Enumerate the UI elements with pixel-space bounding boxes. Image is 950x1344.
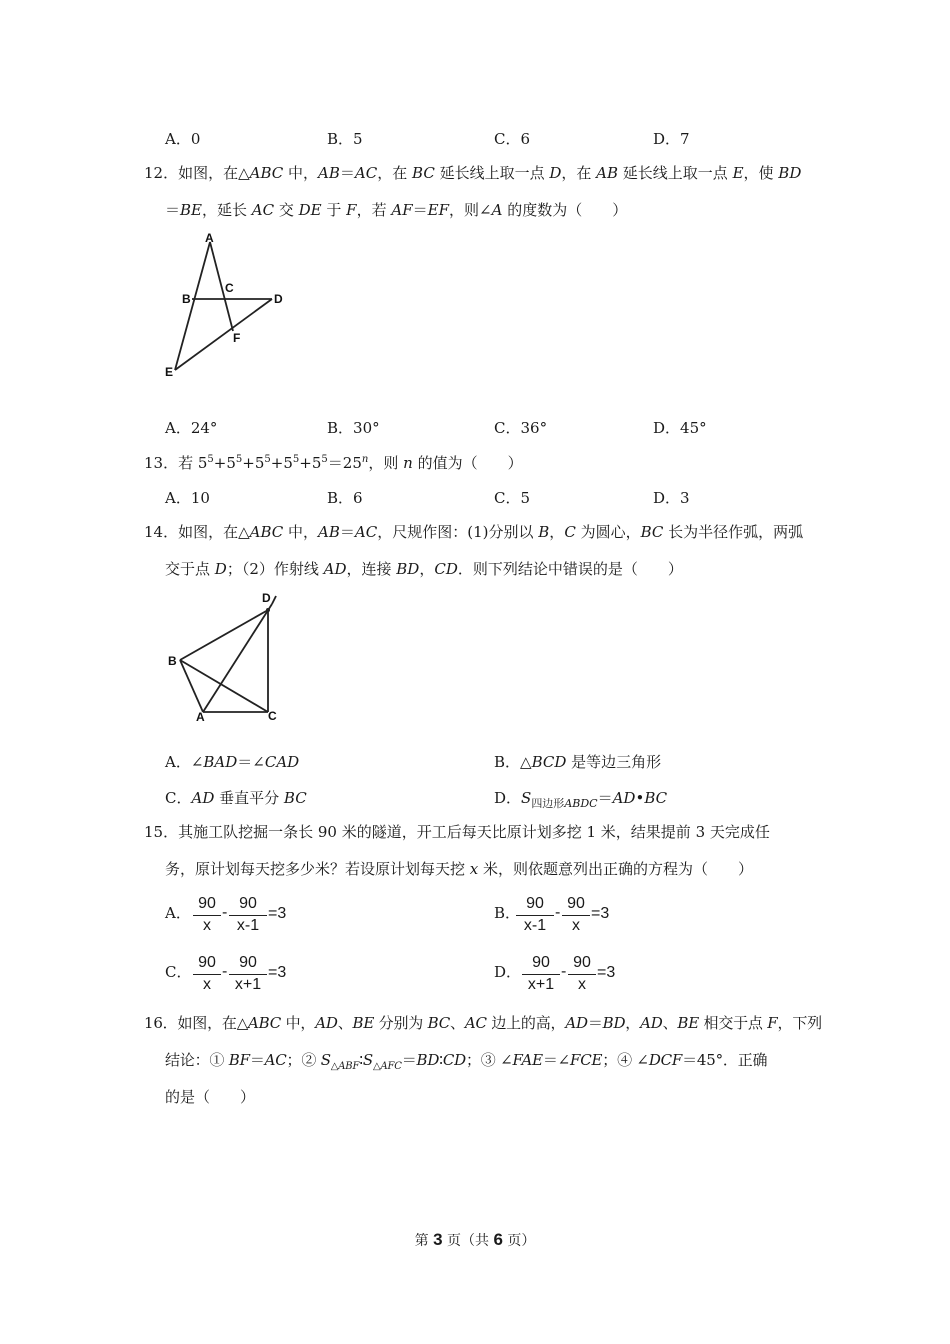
q12-label-b: B bbox=[182, 292, 191, 306]
q13-option-c: C．5 bbox=[494, 489, 531, 507]
q14-number: 14． bbox=[144, 523, 179, 541]
q15-option-b-fraction-1: 90 x-1 bbox=[516, 895, 554, 939]
page-footer: 第 3 页（共 6 页） bbox=[414, 1230, 536, 1249]
q12-label-e: E bbox=[165, 365, 174, 379]
q16-line3: 的是（ ） bbox=[165, 1088, 256, 1106]
q11-option-a: A．0 bbox=[165, 130, 201, 148]
q15-number: 15． bbox=[144, 823, 179, 841]
q14-option-d: D．$S_{四边形ABDC}=AD•BC$ bbox=[494, 789, 668, 810]
q15-option-a-fraction-1: 90 x bbox=[193, 895, 221, 939]
footer-page-number: 3 bbox=[433, 1230, 443, 1249]
q11-option-d: D．7 bbox=[653, 130, 690, 148]
q15-line1: 15．其施工队挖掘一条长 90 米的隧道，开工后每天比原计划多挖 1 米，结果提前 3 天完成任 bbox=[144, 823, 770, 841]
q14-option-b: B．△BCD 是等边三角形 bbox=[494, 753, 662, 771]
q12-line2: ＝BE，延长 AC 交 DE 于 F，若 AF＝EF，则∠A 的度数为（ ） bbox=[165, 201, 628, 219]
q14-label-d: D bbox=[262, 591, 271, 605]
q12-label-c: C bbox=[225, 281, 234, 295]
q15-option-d-label: D． bbox=[494, 963, 522, 981]
q12-option-a: A．24° bbox=[165, 419, 218, 437]
q16-number: 16． bbox=[144, 1014, 178, 1032]
q15-option-d-fraction-1: 90 x+1 bbox=[522, 954, 560, 998]
q12-label-d: D bbox=[274, 292, 283, 306]
q14-label-b: B bbox=[168, 654, 177, 668]
q12-triangle-figure bbox=[160, 228, 310, 383]
q14-line1: 14．如图，在△ABC 中，AB＝AC，尺规作图：(1)分别以 B，C 为圆心，BC 长为半径作弧，两弧 bbox=[144, 523, 804, 541]
q14-quadrilateral-figure bbox=[160, 588, 300, 728]
q13-option-a: A．10 bbox=[165, 489, 210, 507]
q15-option-b-fraction-2: 90 x bbox=[562, 895, 590, 939]
q14-label-a: A bbox=[196, 710, 205, 724]
q14-label-c: C bbox=[268, 709, 277, 723]
q14-option-c: C．AD 垂直平分 BC bbox=[165, 789, 307, 807]
q14-option-a: A．∠BAD＝∠CAD bbox=[165, 753, 300, 771]
q14-line2: 交于点 D；（2）作射线 AD，连接 BD，CD．则下列结论中错误的是（ ） bbox=[165, 560, 683, 578]
q15-option-c-label: C． bbox=[165, 963, 192, 981]
q12-label-f: F bbox=[233, 331, 241, 345]
q16-line2: 结论：① BF＝AC；② $S_{\triangle ABF}∶S_{\triangle AFC}=BD∶CD$；③ ∠FAE＝∠FCE；④ ∠DCF＝45°．正确 bbox=[165, 1051, 768, 1072]
q12-option-b: B．30° bbox=[327, 419, 380, 437]
q15-line2: 务，原计划每天挖多少米？若设原计划每天挖 x 米，则依题意列出正确的方程为（ ） bbox=[165, 860, 754, 878]
q12-label-a: A bbox=[205, 231, 214, 245]
q12-option-d: D．45° bbox=[653, 419, 707, 437]
q12-number: 12． bbox=[144, 164, 179, 182]
q13-number: 13． bbox=[144, 454, 179, 472]
q15-option-c-fraction-1: 90 x bbox=[193, 954, 221, 998]
q16-line1: 16．如图，在△ABC 中，AD、BE 分别为 BC、AC 边上的高，AD＝BD，AD、BE 相交于点 F，下列 bbox=[144, 1014, 822, 1032]
q15-option-b-label: B． bbox=[494, 904, 521, 922]
q15-option-d-fraction-2: 90 x bbox=[568, 954, 596, 998]
q13-stem: 13．若 $5^5+5^5+5^5+5^5+5^5=25^n$，则 n 的值为（ ） bbox=[144, 454, 523, 472]
q12-line1: 12．如图，在△ABC 中，AB＝AC，在 BC 延长线上取一点 D，在 AB 延长线上取一点 E，使 BD bbox=[144, 164, 802, 182]
q15-option-c-fraction-2: 90 x+1 bbox=[229, 954, 267, 998]
q15-option-a-fraction-2: 90 x-1 bbox=[229, 895, 267, 939]
q12-option-c: C．36° bbox=[494, 419, 548, 437]
q11-option-c: C．6 bbox=[494, 130, 531, 148]
q15-option-a-label: A． bbox=[165, 904, 191, 922]
q11-option-b: B．5 bbox=[327, 130, 363, 148]
q13-option-b: B．6 bbox=[327, 489, 363, 507]
footer-total-pages: 6 bbox=[493, 1230, 503, 1249]
q13-option-d: D．3 bbox=[653, 489, 690, 507]
